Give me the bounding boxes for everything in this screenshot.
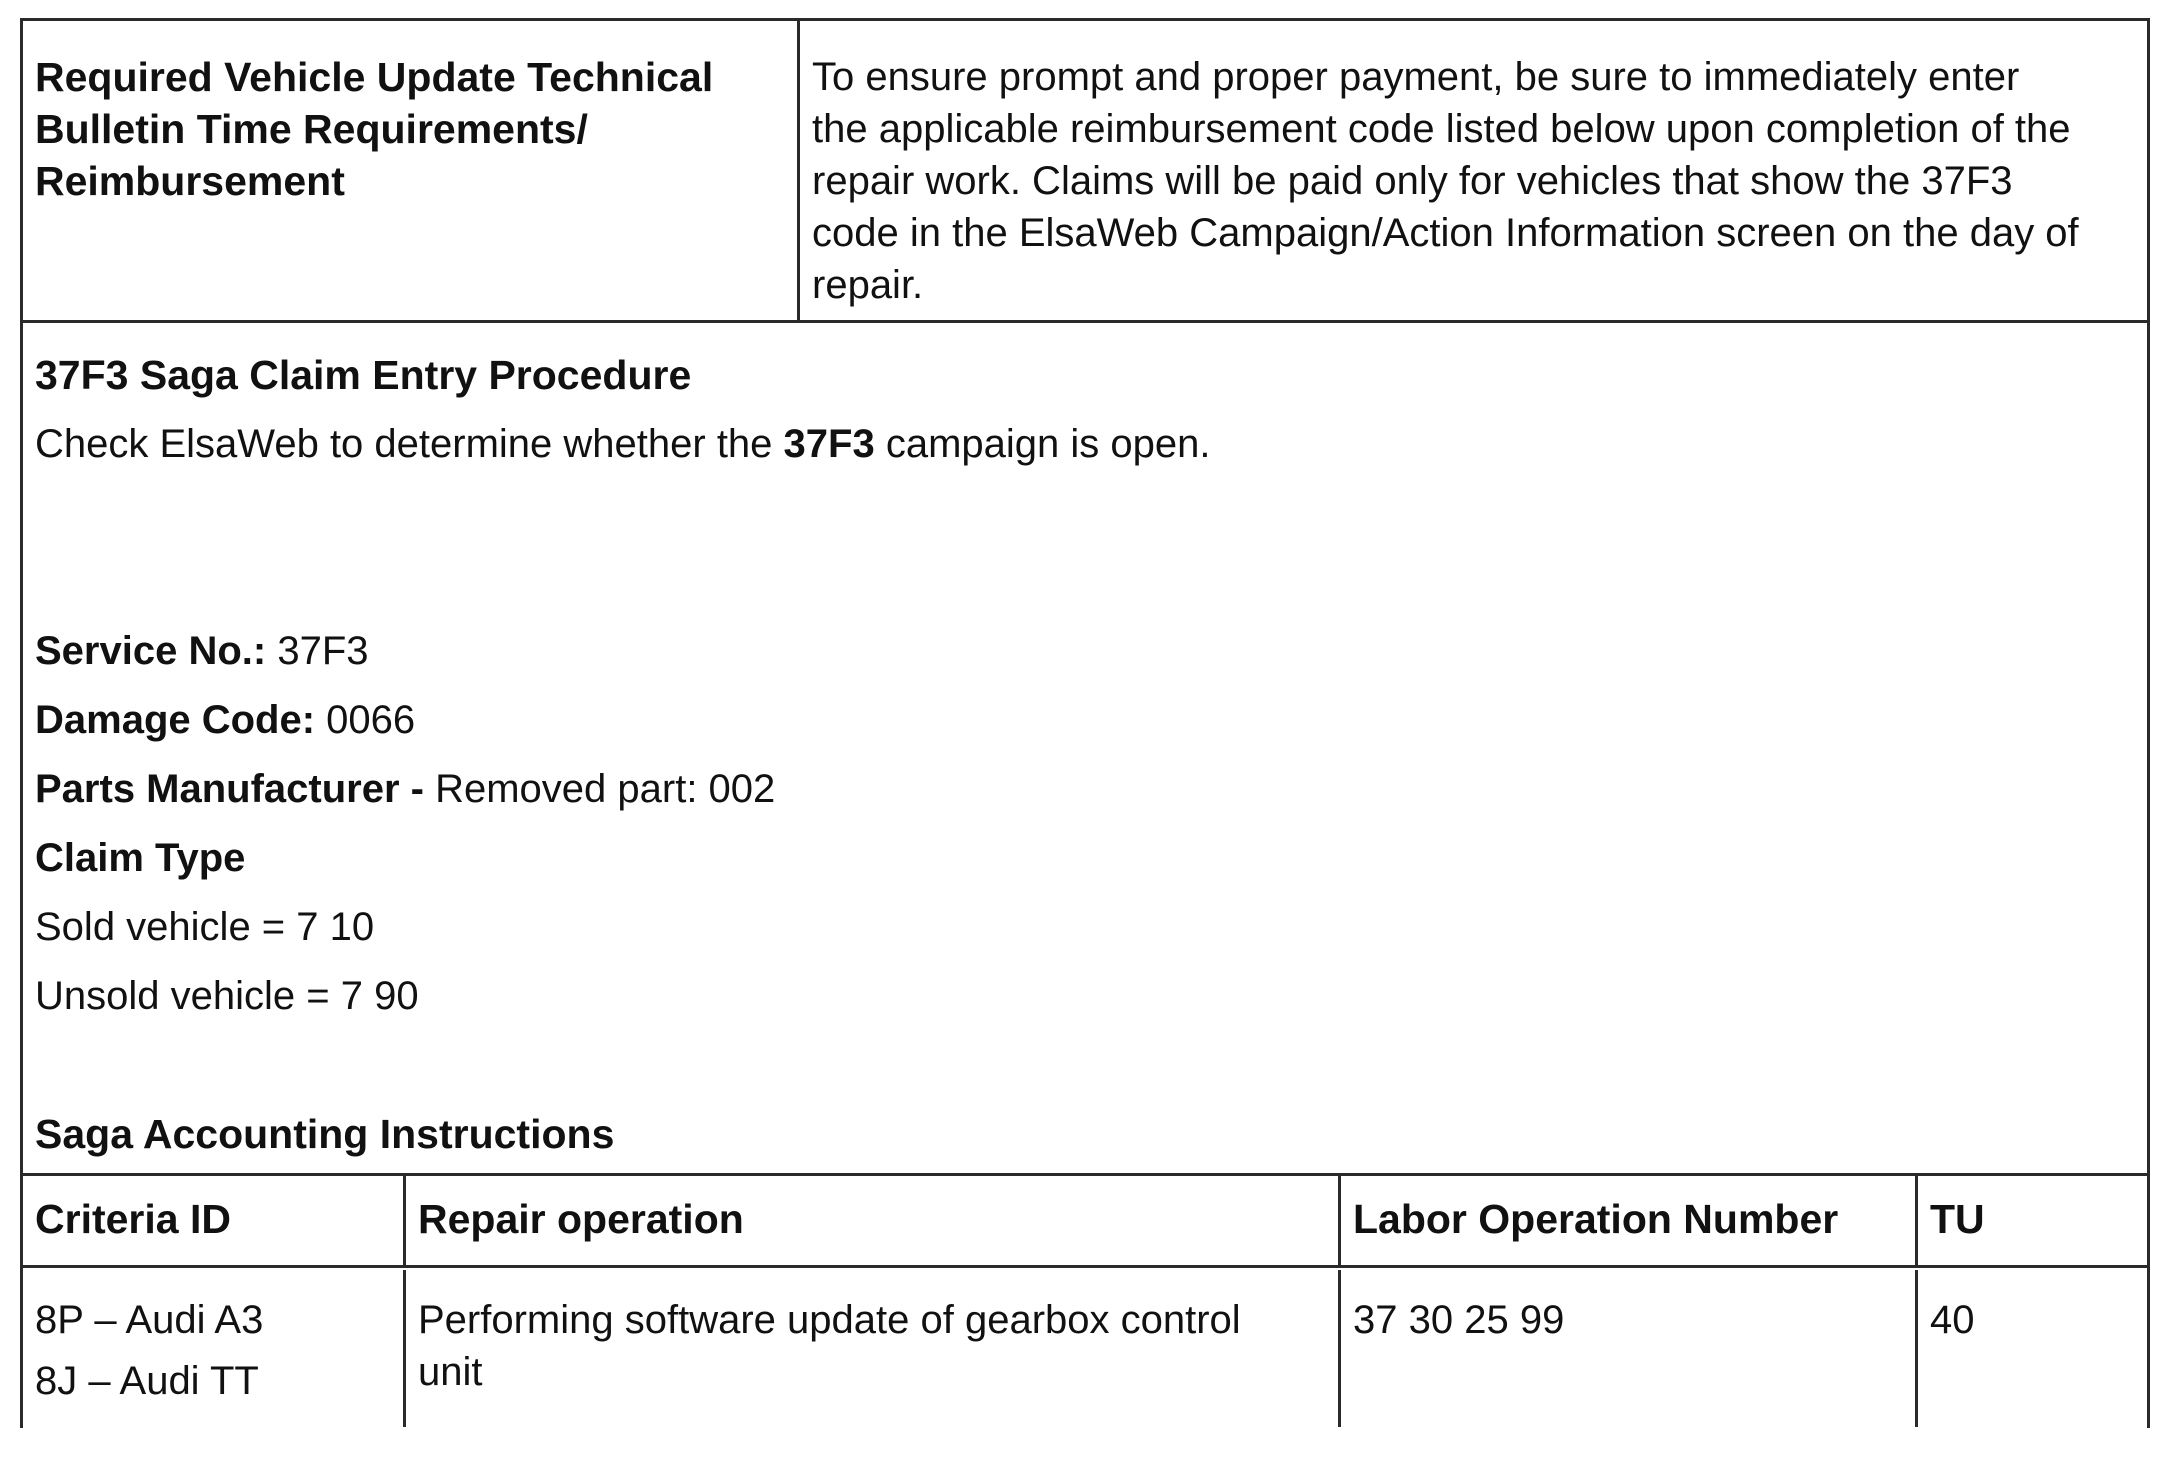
damage-code-label: Damage Code: [35,698,316,742]
repair-operation-cell [406,1270,1341,1427]
check-prefix: Check ElsaWeb to determine whether the [35,422,784,466]
payment-notice [800,21,2147,320]
criteria-id-cell [23,1270,406,1427]
notice-line: repair work. Claims will be paid only for vehicles that show the 37F3 [812,159,2013,203]
column-header-tu: TU [1918,1176,2147,1268]
parts-manufacturer-line [35,763,775,815]
service-number-value: 37F3 [266,629,369,673]
claim-entry-procedure [23,323,2147,1173]
claim-type-label: Claim Type [35,836,246,880]
column-header-labor-operation-number: Labor Operation Number [1341,1176,1918,1268]
column-header-criteria-id: Criteria ID [23,1176,406,1268]
service-number-line [35,625,369,677]
accounting-table [23,1173,2147,1428]
notice-line: the applicable reimbursement code listed below upon completion of the [812,107,2071,151]
notice-line: code in the ElsaWeb Campaign/Action Information screen on the day of [812,211,2079,255]
reimbursement-title [23,21,800,320]
title-line: Required Vehicle Update Technical [35,54,714,100]
parts-manufacturer-value: Removed part: 002 [423,767,776,811]
criteria-item: 8P – Audi A3 [35,1297,264,1342]
criteria-item: 8J – Audi TT [35,1358,259,1403]
damage-code-line [35,694,415,746]
check-elsaweb-line [35,418,1210,470]
check-campaign-code: 37F3 [783,422,875,466]
tu-cell: 40 [1930,1297,1975,1342]
notice-line: To ensure prompt and proper payment, be sure to immediately enter [812,55,2020,99]
column-header-repair-operation: Repair operation [406,1176,1341,1268]
damage-code-value: 0066 [315,698,416,742]
title-line: Reimbursement [35,158,345,204]
repair-operation-line: Performing software update of gearbox control [418,1297,1241,1342]
procedure-heading: 37F3 Saga Claim Entry Procedure [35,352,692,398]
sold-vehicle-line: Sold vehicle = 7 10 [35,905,375,949]
repair-operation-line: unit [418,1349,483,1394]
check-suffix: campaign is open. [874,422,1211,466]
service-number-label: Service No.: [35,629,267,673]
accounting-heading: Saga Accounting Instructions [35,1111,615,1157]
notice-line: repair. [812,263,924,307]
unsold-vehicle-line: Unsold vehicle = 7 90 [35,974,419,1018]
title-line: Bulletin Time Requirements/ [35,106,588,152]
parts-manufacturer-label: Parts Manufacturer - [35,767,424,811]
reimbursement-header-row [23,21,2147,323]
labor-operation-number-cell: 37 30 25 99 [1341,1270,1918,1427]
bulletin-document [20,18,2150,1428]
